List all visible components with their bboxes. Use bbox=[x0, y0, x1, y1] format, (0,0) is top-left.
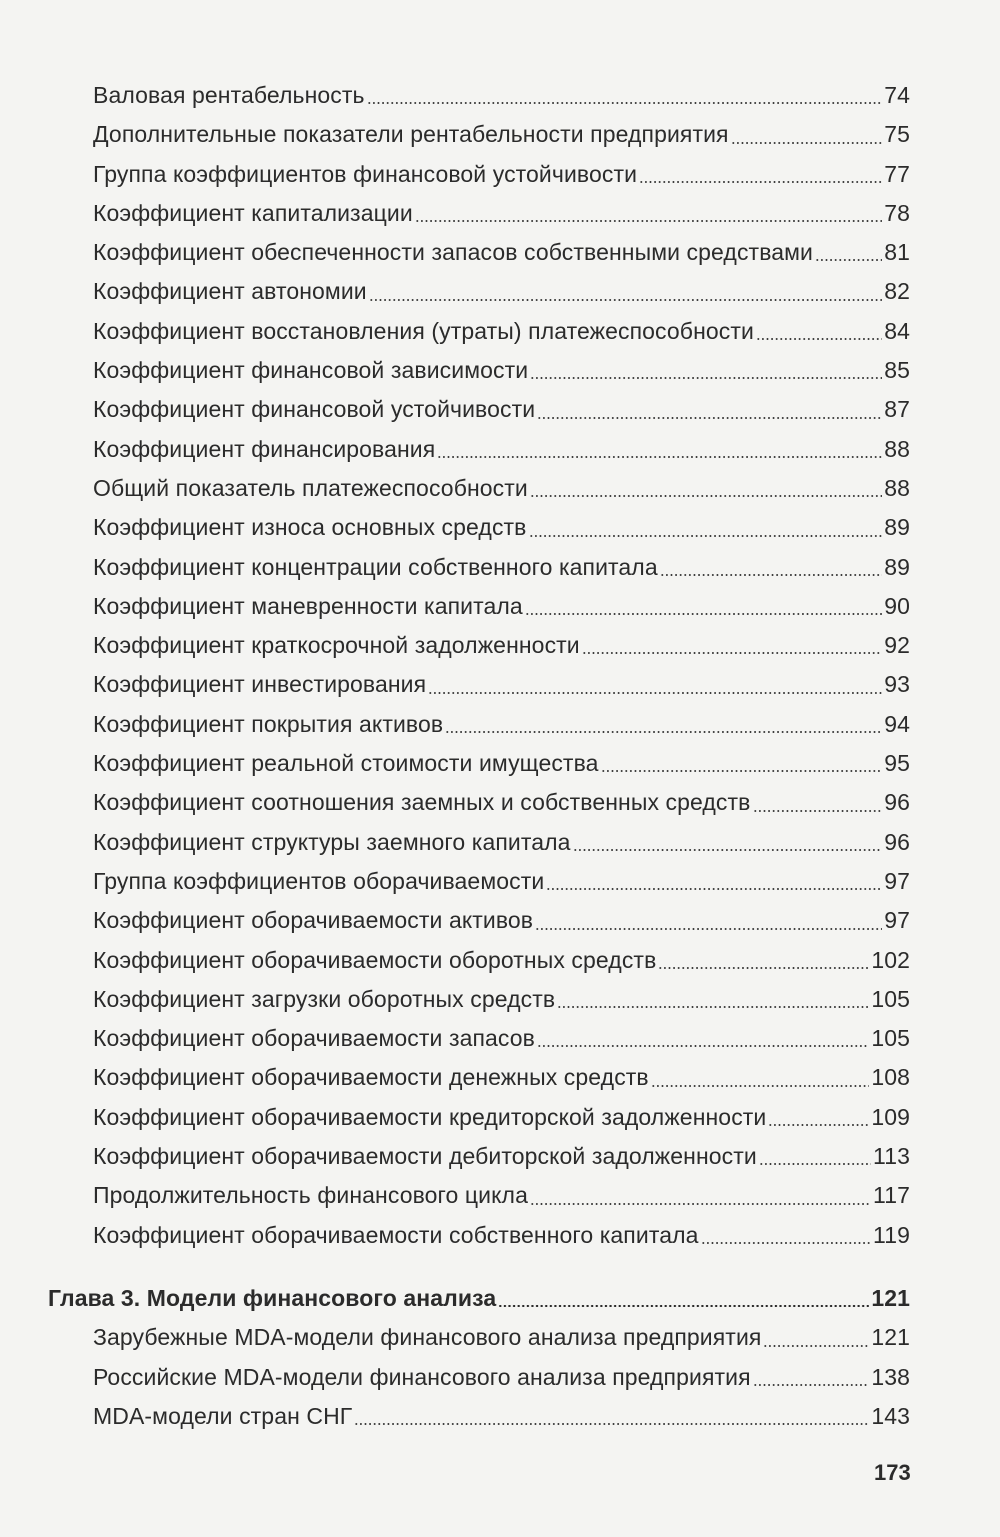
toc-entry-title: Коэффициент концентрации собственного капитала bbox=[93, 553, 658, 580]
leader-dots bbox=[415, 220, 882, 222]
leader-dots bbox=[537, 417, 882, 419]
toc-entry-page: 84 bbox=[884, 317, 910, 344]
toc-entry-title: Группа коэффициентов финансовой устойчивости bbox=[93, 160, 638, 187]
toc-entry-page: 93 bbox=[884, 671, 910, 698]
toc-entry-page: 117 bbox=[873, 1182, 910, 1209]
toc-entry-page: 109 bbox=[871, 1103, 910, 1130]
toc-entry-title: Коэффициент оборачиваемости денежных средств bbox=[93, 1064, 649, 1091]
toc-entry bbox=[93, 351, 910, 390]
toc-entry-page: 89 bbox=[884, 514, 910, 541]
table-of-contents bbox=[0, 76, 1000, 1436]
leader-dots bbox=[601, 770, 883, 772]
toc-entry-page: 77 bbox=[884, 160, 910, 187]
leader-dots bbox=[768, 1124, 869, 1126]
toc-entry bbox=[93, 194, 910, 233]
leader-dots bbox=[428, 692, 882, 694]
toc-entry bbox=[93, 76, 910, 115]
toc-entry-title: Дополнительные показатели рентабельности предприятия bbox=[93, 121, 729, 148]
toc-entry-page: 143 bbox=[871, 1402, 910, 1429]
leader-dots bbox=[756, 338, 882, 340]
leader-dots bbox=[658, 967, 869, 969]
toc-entry bbox=[93, 155, 910, 194]
toc-entry-page: 138 bbox=[871, 1363, 910, 1390]
toc-entry bbox=[93, 1058, 910, 1097]
toc-entry-title: Коэффициент структуры заемного капитала bbox=[93, 828, 571, 855]
toc-entry-page: 96 bbox=[884, 789, 910, 816]
leader-dots bbox=[354, 1423, 869, 1425]
toc-entry-page: 97 bbox=[884, 907, 910, 934]
toc-entry-page: 119 bbox=[873, 1221, 910, 1248]
toc-entry bbox=[93, 1358, 910, 1397]
toc-entry bbox=[93, 941, 910, 980]
toc-entry-page: 74 bbox=[884, 82, 910, 108]
toc-entry-title: Коэффициент капитализации bbox=[93, 199, 413, 226]
toc-entry bbox=[93, 233, 910, 272]
toc-entry-title: Коэффициент финансирования bbox=[93, 435, 436, 462]
toc-entry-page: 88 bbox=[884, 435, 910, 462]
leader-dots bbox=[537, 1045, 869, 1047]
page-number: 173 bbox=[874, 1460, 911, 1485]
toc-entry bbox=[93, 783, 910, 822]
toc-entry bbox=[93, 508, 910, 547]
toc-entry-title: Зарубежные MDA-модели финансового анализа предприятия bbox=[93, 1324, 762, 1351]
toc-entry-page: 96 bbox=[884, 828, 910, 855]
toc-entry-page: 121 bbox=[871, 1324, 910, 1351]
toc-entry bbox=[93, 1019, 910, 1058]
leader-dots bbox=[498, 1305, 869, 1307]
toc-entry-title: Коэффициент оборачиваемости запасов bbox=[93, 1025, 535, 1052]
leader-dots bbox=[573, 849, 883, 851]
leader-dots bbox=[437, 456, 882, 458]
toc-entry-title: Коэффициент обеспеченности запасов собственными средствами bbox=[93, 239, 814, 266]
toc-entry-page: 92 bbox=[884, 632, 910, 659]
toc-entry-title: Коэффициент оборачиваемости кредиторской задолженности bbox=[93, 1103, 767, 1130]
toc-entry-title: Коэффициент оборачиваемости собственного капитала bbox=[93, 1221, 699, 1248]
toc-entry-page: 113 bbox=[873, 1143, 910, 1170]
leader-dots bbox=[753, 1384, 870, 1386]
toc-entry-title: Общий показатель платежеспособности bbox=[93, 474, 528, 501]
toc-entry bbox=[93, 1176, 910, 1215]
toc-entry-title: Валовая рентабельность bbox=[93, 82, 365, 108]
leader-dots bbox=[530, 1203, 871, 1205]
leader-dots bbox=[763, 1345, 869, 1347]
toc-entry bbox=[93, 1098, 910, 1137]
toc-entry-title: Коэффициент краткосрочной задолженности bbox=[93, 632, 580, 659]
toc-entry bbox=[93, 823, 910, 862]
toc-entry bbox=[93, 430, 910, 469]
leader-dots bbox=[582, 652, 882, 654]
toc-entry bbox=[93, 272, 910, 311]
leader-dots bbox=[445, 731, 882, 733]
toc-entry-page: 95 bbox=[884, 750, 910, 777]
toc-entry-title: Коэффициент реальной стоимости имущества bbox=[93, 750, 599, 777]
toc-entry-page: 108 bbox=[871, 1064, 910, 1091]
toc-entry-title: Коэффициент оборачиваемости оборотных средств bbox=[93, 946, 657, 973]
leader-dots bbox=[759, 1163, 871, 1165]
toc-chapter-entries bbox=[0, 1318, 1000, 1436]
toc-entry-title: Коэффициент загрузки оборотных средств bbox=[93, 985, 556, 1012]
toc-entry bbox=[93, 587, 910, 626]
toc-entry-page: 87 bbox=[884, 396, 910, 423]
toc-entry-page: 105 bbox=[871, 1025, 910, 1052]
toc-entry bbox=[93, 1216, 910, 1255]
leader-dots bbox=[367, 102, 883, 104]
leader-dots bbox=[557, 1006, 869, 1008]
leader-dots bbox=[530, 377, 882, 379]
leader-dots bbox=[369, 299, 882, 301]
leader-dots bbox=[651, 1085, 870, 1087]
toc-entry-title: Продолжительность финансового цикла bbox=[93, 1182, 528, 1209]
leader-dots bbox=[529, 535, 883, 537]
toc-entry-title: Коэффициент инвестирования bbox=[93, 671, 427, 698]
toc-entry-page: 82 bbox=[884, 278, 910, 305]
toc-entry-page: 78 bbox=[884, 199, 910, 226]
toc-chapter-heading bbox=[48, 1279, 910, 1318]
toc-entry bbox=[93, 1397, 910, 1436]
toc-entry bbox=[93, 901, 910, 940]
toc-entry bbox=[93, 1318, 910, 1357]
toc-entry-page: 97 bbox=[884, 867, 910, 894]
toc-entry-title: Коэффициент покрытия активов bbox=[93, 710, 444, 737]
toc-entry-page: 75 bbox=[884, 121, 910, 148]
leader-dots bbox=[530, 495, 882, 497]
toc-entry-page: 88 bbox=[884, 474, 910, 501]
toc-entry bbox=[93, 390, 910, 429]
leader-dots bbox=[535, 928, 882, 930]
toc-entry bbox=[93, 469, 910, 508]
toc-entry-page: 89 bbox=[884, 553, 910, 580]
toc-entry bbox=[93, 665, 910, 704]
toc-entry bbox=[93, 744, 910, 783]
leader-dots bbox=[701, 1242, 872, 1244]
toc-entry bbox=[93, 626, 910, 665]
toc-entry-title: Коэффициент оборачиваемости активов bbox=[93, 907, 534, 934]
toc-entry-title: Коэффициент маневренности капитала bbox=[93, 592, 523, 619]
toc-entry-page: 102 bbox=[871, 946, 910, 973]
toc-entry bbox=[93, 862, 910, 901]
toc-entry-title: Коэффициент финансовой устойчивости bbox=[93, 396, 536, 423]
toc-entry bbox=[93, 312, 910, 351]
toc-entry bbox=[93, 705, 910, 744]
chapter-title: Глава 3. Модели финансового анализа bbox=[48, 1284, 497, 1311]
leader-dots bbox=[815, 259, 882, 261]
toc-entry-title: Коэффициент соотношения заемных и собственных средств bbox=[93, 789, 751, 816]
toc-entry-title: Коэффициент оборачиваемости дебиторской задолженности bbox=[93, 1143, 757, 1170]
chapter-page: 121 bbox=[871, 1284, 910, 1311]
toc-entry-title: Коэффициент финансовой зависимости bbox=[93, 357, 529, 384]
toc-entry-title: MDA-модели стран СНГ bbox=[93, 1402, 353, 1429]
toc-entry bbox=[93, 1137, 910, 1176]
toc-entry bbox=[93, 980, 910, 1019]
toc-entry-title: Коэффициент износа основных средств bbox=[93, 514, 527, 541]
leader-dots bbox=[639, 181, 882, 183]
leader-dots bbox=[660, 574, 882, 576]
toc-entry-title: Коэффициент автономии bbox=[93, 278, 367, 305]
leader-dots bbox=[525, 613, 882, 615]
toc-entry-page: 90 bbox=[884, 592, 910, 619]
leader-dots bbox=[731, 142, 883, 144]
toc-entries bbox=[0, 76, 1000, 1255]
toc-entry bbox=[93, 548, 910, 587]
toc-entry-page: 94 bbox=[884, 710, 910, 737]
toc-entry-page: 81 bbox=[884, 239, 910, 266]
toc-entry-title: Группа коэффициентов оборачиваемости bbox=[93, 867, 545, 894]
toc-entry-page: 85 bbox=[884, 357, 910, 384]
leader-dots bbox=[546, 888, 882, 890]
leader-dots bbox=[753, 810, 883, 812]
toc-entry bbox=[93, 115, 910, 154]
toc-entry-title: Российские MDA-модели финансового анализа предприятия bbox=[93, 1363, 751, 1390]
toc-entry-page: 105 bbox=[871, 985, 910, 1012]
toc-entry-title: Коэффициент восстановления (утраты) платежеспособности bbox=[93, 317, 754, 344]
